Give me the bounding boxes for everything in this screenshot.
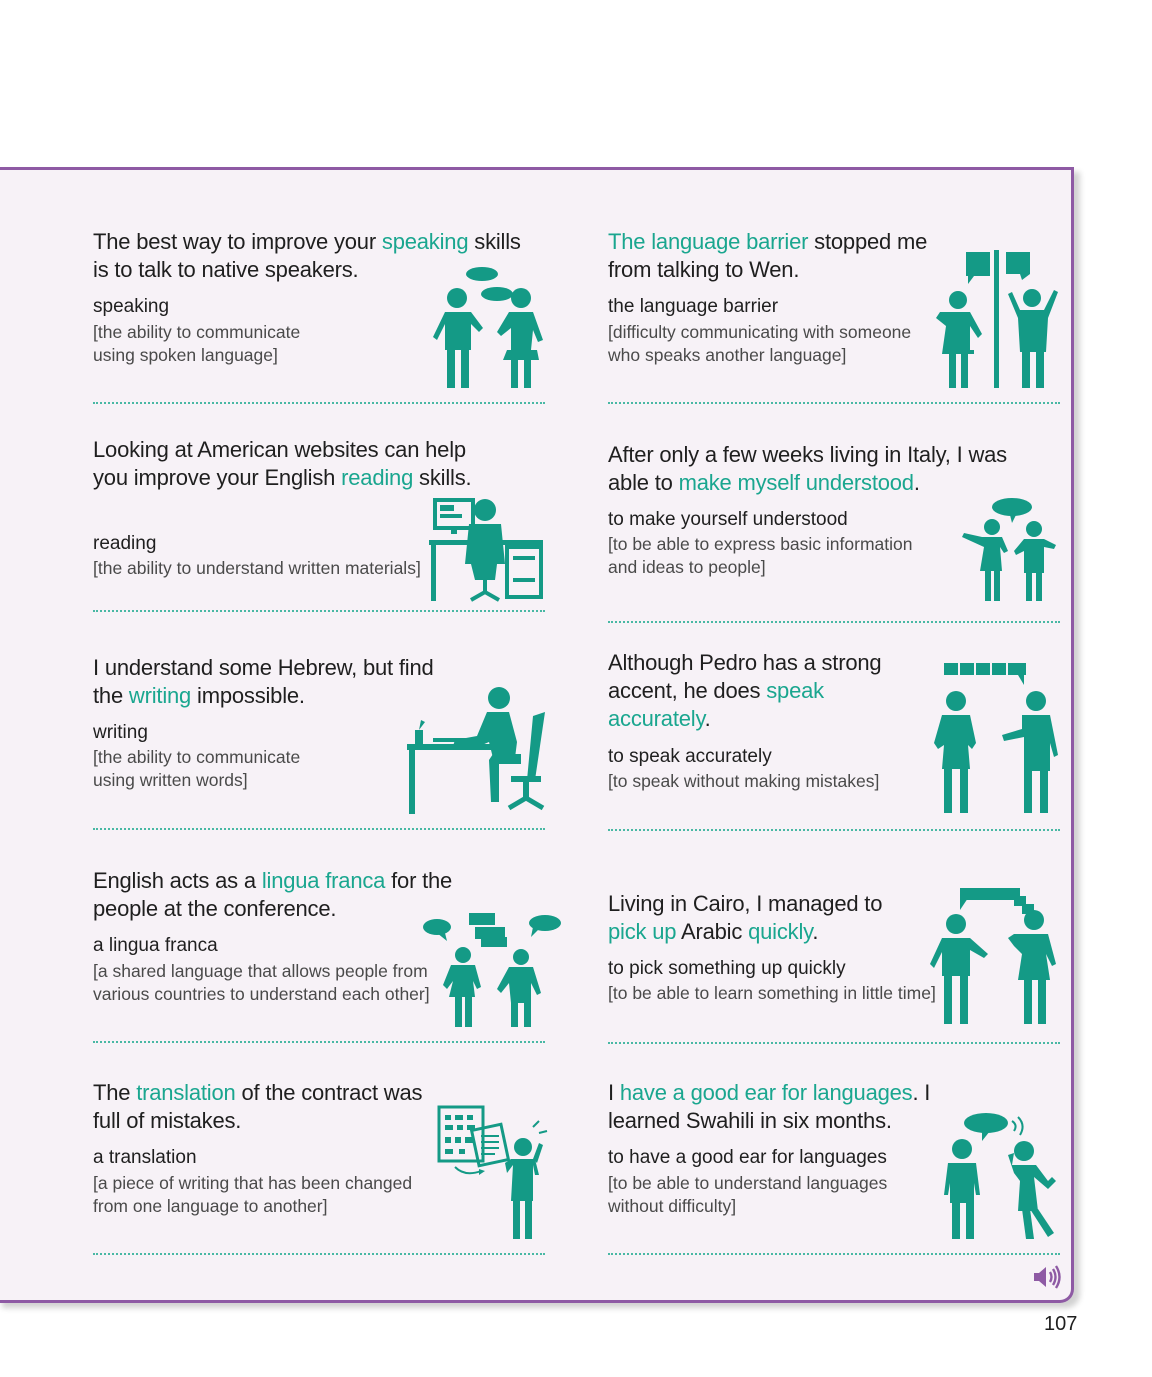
example-sentence (608, 441, 1048, 497)
vocab-term: writing (93, 722, 148, 743)
sentence-text: . (704, 706, 711, 731)
vocab-definition: [the ability to understand written materials] (93, 558, 421, 578)
highlighted-phrase: speak accurately (608, 678, 824, 731)
sentence-text: English acts as a (93, 868, 262, 893)
example-sentence (93, 654, 443, 710)
dotted-divider (93, 1041, 545, 1043)
person-confused-by-documents-icon (435, 1103, 551, 1241)
vocab-definition: [the ability to communicate using spoken language] (93, 322, 301, 365)
sentence-text: Arabic (676, 919, 749, 944)
example-sentence (608, 649, 928, 733)
sentence-text: The best way to improve your (93, 229, 382, 254)
vocab-definition: [to be able to express basic information and ideas to people] (608, 534, 913, 577)
vocab-term: to make yourself understood (608, 509, 848, 530)
person-writing-at-desk-icon (403, 684, 549, 816)
highlighted-phrase: pick up (608, 919, 677, 944)
dotted-divider (93, 828, 545, 830)
highlighted-phrase: The language barrier (608, 229, 809, 254)
vocab-card-speaking (93, 228, 545, 440)
vocab-definition: [difficulty communicating with someone who speaks another language] (608, 322, 912, 365)
vocab-card-writing (93, 654, 545, 866)
vocab-definition: [a piece of writing that has been changed from one language to another] (93, 1173, 413, 1216)
vocab-term: to pick something up quickly (608, 958, 846, 979)
dotted-divider (608, 1253, 1060, 1255)
highlighted-phrase: quickly (748, 919, 813, 944)
vocab-definition: [to be able to learn something in little time] (608, 983, 936, 1003)
vocab-term: speaking (93, 296, 170, 317)
page-number: 107 (1044, 1313, 1078, 1335)
vocab-card-speak-accurately (608, 649, 1060, 861)
sentence-text: I understand some Hebrew, but find the (93, 655, 434, 708)
dotted-divider (93, 610, 545, 612)
sentence-text: impossible. (191, 683, 305, 708)
dotted-divider (93, 402, 545, 404)
two-people-talking-icon (427, 262, 557, 390)
sentence-text: stopped me from talking to Wen. (608, 229, 928, 282)
conference-speech-bubbles-icon (423, 907, 563, 1029)
vocab-card-good-ear (608, 1079, 1060, 1291)
highlighted-phrase: translation (136, 1080, 236, 1105)
sentence-text: . (913, 470, 920, 495)
two-people-long-bubble-icon (926, 888, 1062, 1028)
sentence-text: I (608, 1080, 620, 1105)
example-sentence (608, 228, 938, 284)
audio-speaker-icon[interactable] (1032, 1264, 1062, 1290)
person-speaking-blocks-icon (928, 659, 1064, 817)
sentence-text: Living in Cairo, I managed to (608, 891, 883, 916)
vocab-definition: [a shared language that allows people from various countries to understand each other] (93, 961, 430, 1004)
sentence-text: Although Pedro has a strong accent, he does (608, 650, 882, 703)
example-sentence (93, 1079, 433, 1135)
two-people-one-speaking-icon (956, 495, 1060, 603)
sentence-text: The (93, 1080, 137, 1105)
dotted-divider (608, 1042, 1060, 1044)
vocab-definition: [to speak without making mistakes] (608, 771, 880, 791)
person-listening-icon (938, 1111, 1062, 1241)
vocab-term: to speak accurately (608, 746, 772, 767)
dotted-divider (608, 829, 1060, 831)
vocab-card-reading (93, 436, 545, 648)
people-separated-by-wall-icon (930, 246, 1062, 390)
highlighted-phrase: speaking (381, 229, 469, 254)
vocab-definition: [the ability to communicate using written words] (93, 747, 301, 790)
example-sentence (608, 1079, 958, 1135)
highlighted-phrase: make myself understood (678, 470, 914, 495)
vocab-term: reading (93, 533, 157, 554)
sentence-text: . I learned Swahili in six months. (608, 1080, 931, 1133)
vocab-card-make-yourself-understood (608, 441, 1060, 653)
example-sentence (608, 890, 908, 946)
vocab-term: a translation (93, 1147, 197, 1168)
sentence-text: skills is to talk to native speakers. (93, 229, 521, 282)
vocab-term: to have a good ear for languages (608, 1147, 887, 1168)
vocab-definition: [to be able to understand languages without difficulty] (608, 1173, 888, 1216)
highlighted-phrase: reading (341, 465, 414, 490)
vocab-term: a lingua franca (93, 935, 218, 956)
sentence-text: skills. (413, 465, 472, 490)
sentence-text: . (812, 919, 819, 944)
highlighted-phrase: lingua franca (261, 868, 386, 893)
person-at-computer-desk-icon (427, 494, 551, 604)
vocab-card-pick-up-quickly (608, 890, 1060, 1102)
sentence-text: After only a few weeks living in Italy, I was able to (608, 442, 1007, 495)
dotted-divider (608, 621, 1060, 623)
dotted-divider (608, 402, 1060, 404)
highlighted-phrase: have a good ear for languages (619, 1080, 913, 1105)
example-sentence (93, 867, 473, 923)
vocab-term: the language barrier (608, 296, 779, 317)
vocab-card-translation (93, 1079, 545, 1291)
highlighted-phrase: writing (128, 683, 192, 708)
sentence-text: of the contract was full of mistakes. (93, 1080, 423, 1133)
sentence-text: for the people at the conference. (93, 868, 453, 921)
sentence-text: Looking at American websites can help you improve your English (93, 437, 466, 490)
dotted-divider (93, 1253, 545, 1255)
example-sentence (93, 436, 473, 492)
vocab-card-language-barrier (608, 228, 1060, 440)
vocab-card-lingua-franca (93, 867, 545, 1079)
